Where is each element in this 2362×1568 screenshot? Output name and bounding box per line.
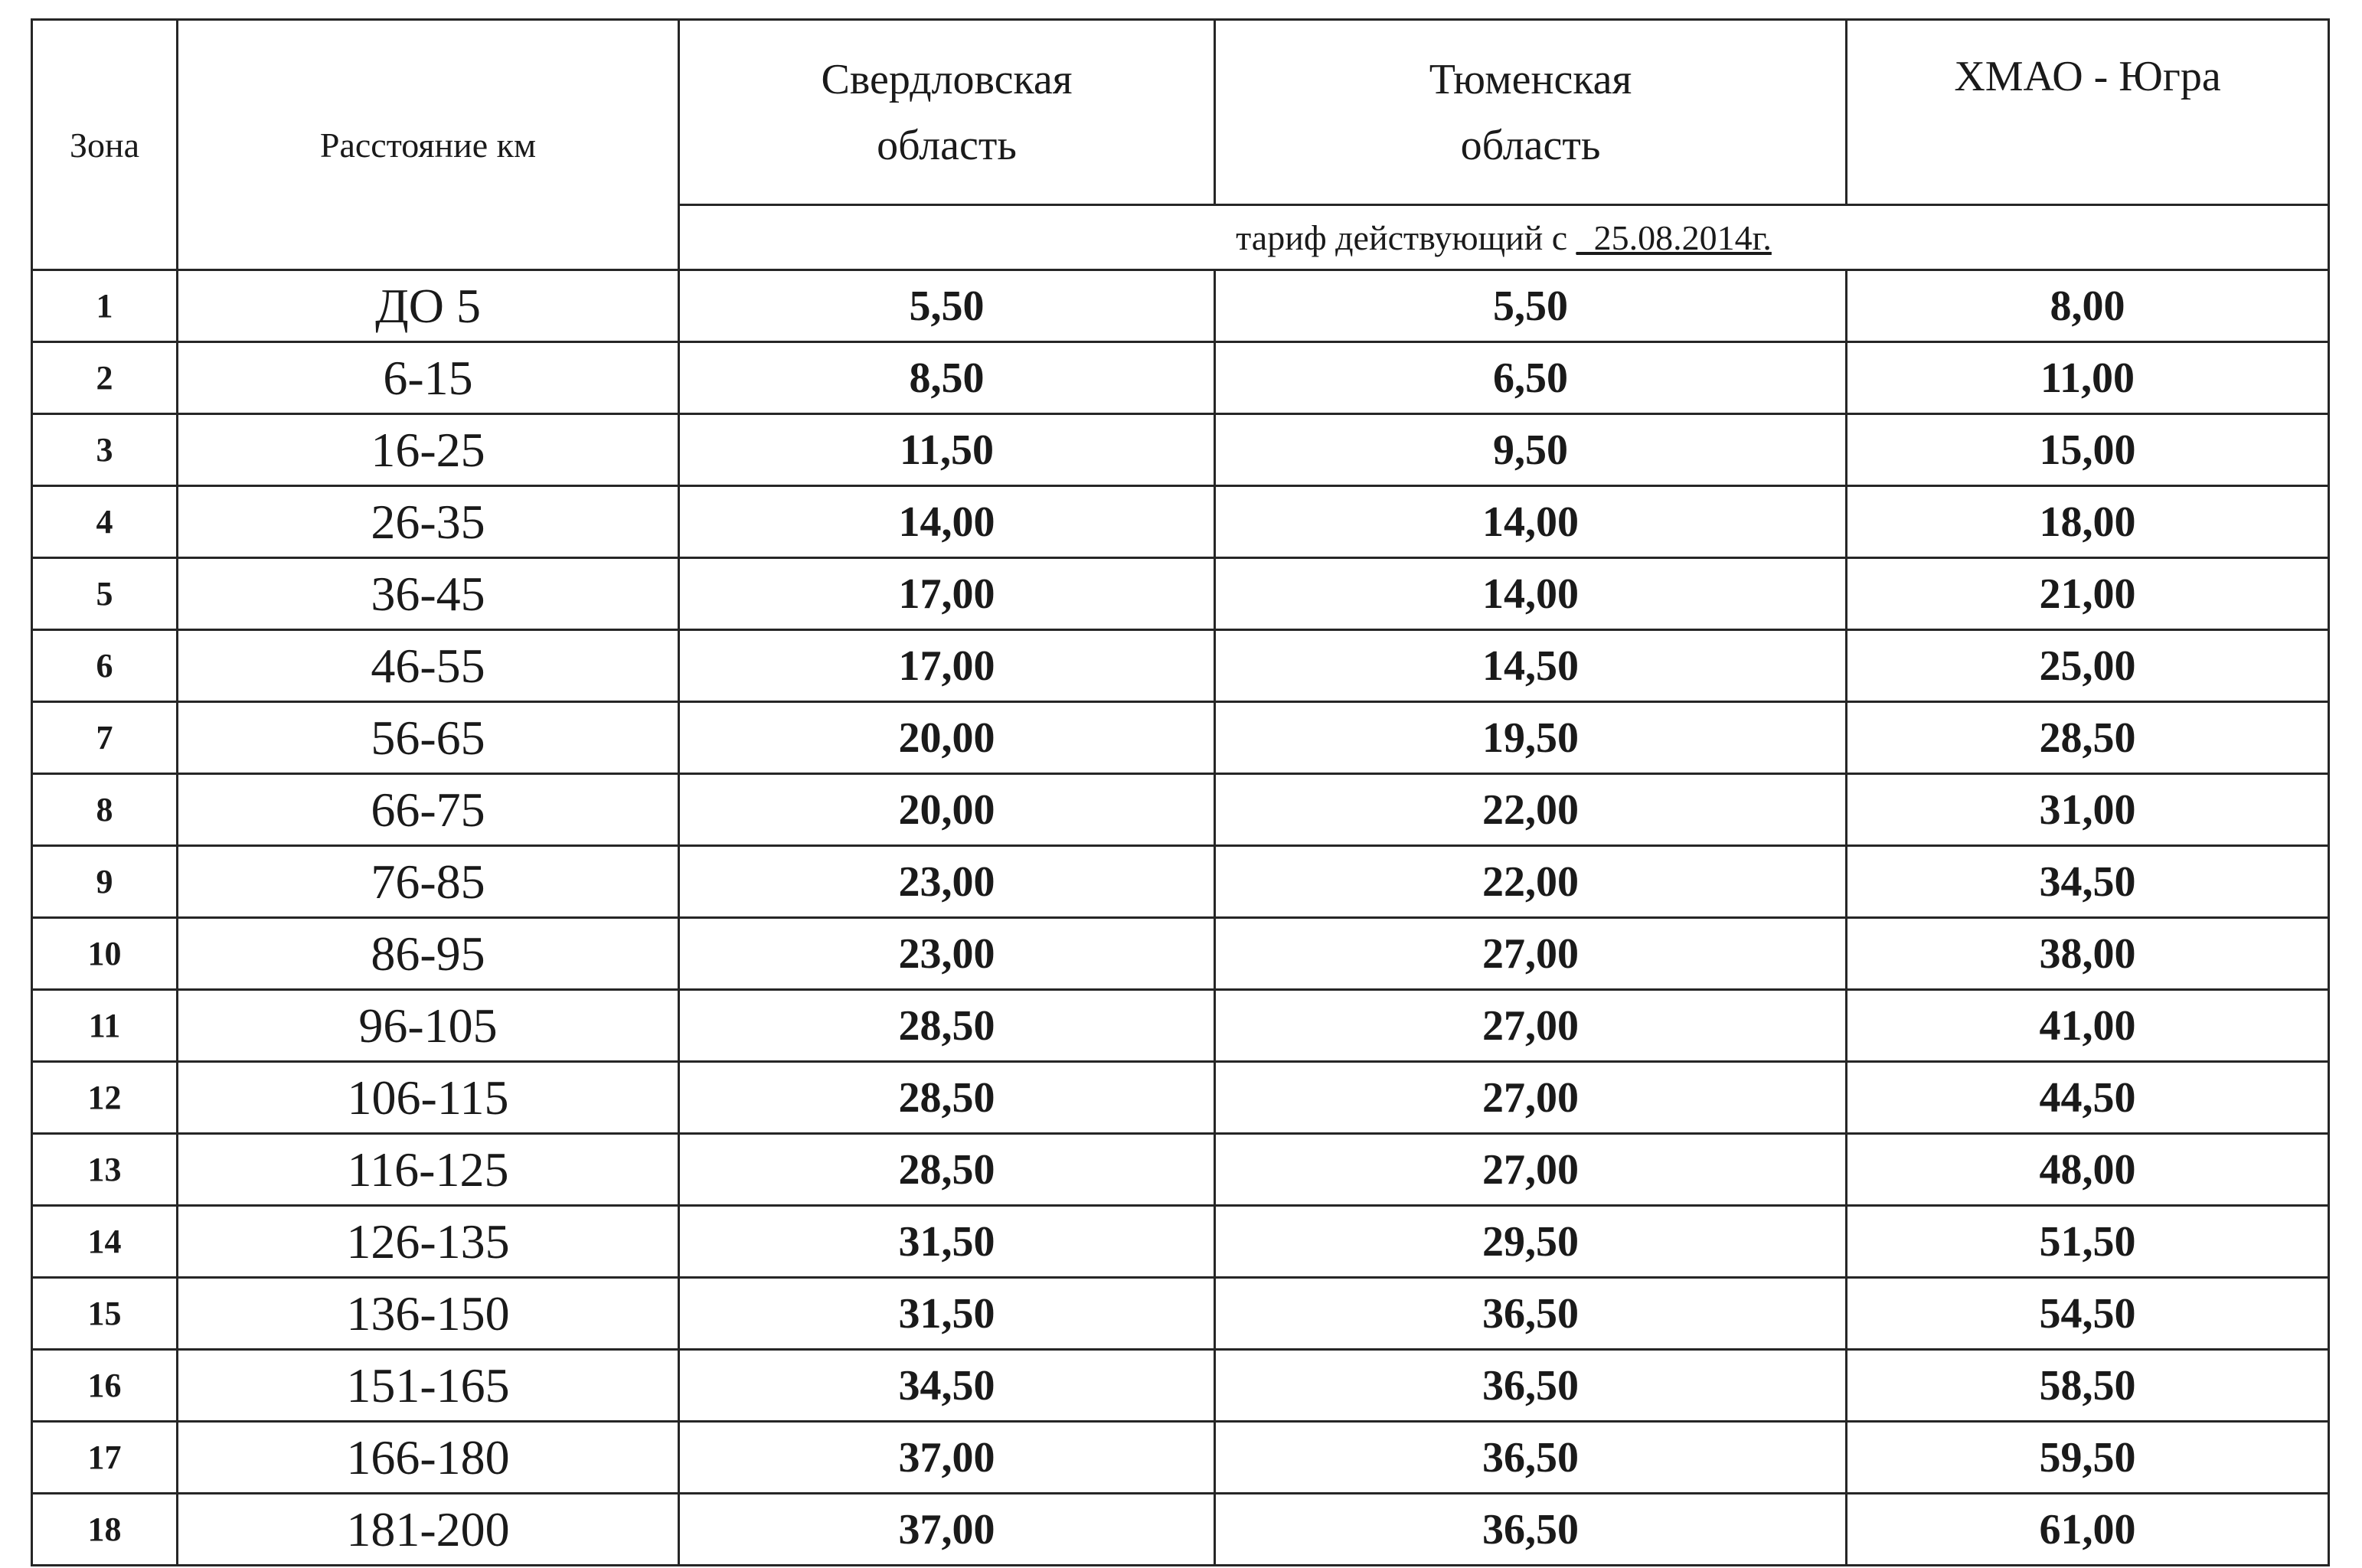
tariff-cell-sverdlovsk: 31,50 bbox=[679, 1206, 1215, 1278]
table-header bbox=[32, 20, 2329, 270]
zone-cell: 1 bbox=[32, 270, 178, 342]
tariff-cell-khmao: 11,00 bbox=[1847, 342, 2329, 414]
tariff-cell-tyumen: 29,50 bbox=[1215, 1206, 1847, 1278]
tariff-cell-tyumen: 22,00 bbox=[1215, 846, 1847, 918]
tariff-cell-khmao: 54,50 bbox=[1847, 1278, 2329, 1350]
region-header-khmao bbox=[1847, 20, 2329, 205]
tariff-cell-sverdlovsk: 28,50 bbox=[679, 1062, 1215, 1134]
zone-cell: 10 bbox=[32, 918, 178, 990]
zone-cell: 18 bbox=[32, 1494, 178, 1566]
distance-cell: 16-25 bbox=[178, 414, 679, 486]
tariff-cell-sverdlovsk: 34,50 bbox=[679, 1350, 1215, 1422]
distance-cell: 6-15 bbox=[178, 342, 679, 414]
tariff-cell-sverdlovsk: 11,50 bbox=[679, 414, 1215, 486]
region-header-line: Свердловская bbox=[821, 55, 1073, 103]
distance-cell: 56-65 bbox=[178, 702, 679, 774]
distance-cell: 46-55 bbox=[178, 630, 679, 702]
table-row bbox=[32, 414, 2329, 486]
distance-cell: 26-35 bbox=[178, 486, 679, 558]
tariff-cell-tyumen: 14,50 bbox=[1215, 630, 1847, 702]
tariff-cell-sverdlovsk: 23,00 bbox=[679, 918, 1215, 990]
tariff-cell-tyumen: 27,00 bbox=[1215, 1134, 1847, 1206]
zone-cell: 14 bbox=[32, 1206, 178, 1278]
tariff-cell-sverdlovsk: 20,00 bbox=[679, 702, 1215, 774]
tariff-cell-tyumen: 36,50 bbox=[1215, 1422, 1847, 1494]
distance-cell: 86-95 bbox=[178, 918, 679, 990]
tariff-cell-khmao: 41,00 bbox=[1847, 990, 2329, 1062]
tariff-cell-tyumen: 36,50 bbox=[1215, 1494, 1847, 1566]
table-row bbox=[32, 846, 2329, 918]
tariff-cell-khmao: 34,50 bbox=[1847, 846, 2329, 918]
table-row bbox=[32, 342, 2329, 414]
tariff-cell-tyumen: 27,00 bbox=[1215, 918, 1847, 990]
table-row bbox=[32, 1278, 2329, 1350]
table-row bbox=[32, 1062, 2329, 1134]
tariff-cell-tyumen: 36,50 bbox=[1215, 1278, 1847, 1350]
tariff-cell-sverdlovsk: 31,50 bbox=[679, 1278, 1215, 1350]
tariff-cell-khmao: 59,50 bbox=[1847, 1422, 2329, 1494]
tariff-cell-sverdlovsk: 14,00 bbox=[679, 486, 1215, 558]
tariff-cell-khmao: 8,00 bbox=[1847, 270, 2329, 342]
table-row bbox=[32, 1494, 2329, 1566]
tariff-cell-khmao: 18,00 bbox=[1847, 486, 2329, 558]
tariff-cell-sverdlovsk: 37,00 bbox=[679, 1422, 1215, 1494]
distance-cell: 106-115 bbox=[178, 1062, 679, 1134]
distance-cell: 96-105 bbox=[178, 990, 679, 1062]
tariff-cell-sverdlovsk: 28,50 bbox=[679, 990, 1215, 1062]
zone-column-header: Зона bbox=[32, 20, 178, 270]
tariff-cell-sverdlovsk: 8,50 bbox=[679, 342, 1215, 414]
distance-column-header: Расстояние км bbox=[178, 20, 679, 270]
zone-cell: 11 bbox=[32, 990, 178, 1062]
distance-cell: 36-45 bbox=[178, 558, 679, 630]
tariff-cell-khmao: 58,50 bbox=[1847, 1350, 2329, 1422]
distance-cell: 151-165 bbox=[178, 1350, 679, 1422]
table-row bbox=[32, 270, 2329, 342]
table-row bbox=[32, 1350, 2329, 1422]
tariff-cell-tyumen: 14,00 bbox=[1215, 486, 1847, 558]
tariff-cell-sverdlovsk: 5,50 bbox=[679, 270, 1215, 342]
table-row bbox=[32, 1134, 2329, 1206]
table-row bbox=[32, 918, 2329, 990]
tariff-cell-khmao: 25,00 bbox=[1847, 630, 2329, 702]
table-row bbox=[32, 558, 2329, 630]
table-row bbox=[32, 486, 2329, 558]
zone-cell: 9 bbox=[32, 846, 178, 918]
tariff-cell-tyumen: 6,50 bbox=[1215, 342, 1847, 414]
tariff-cell-sverdlovsk: 23,00 bbox=[679, 846, 1215, 918]
distance-cell: 116-125 bbox=[178, 1134, 679, 1206]
table-row bbox=[32, 630, 2329, 702]
tariff-cell-khmao: 28,50 bbox=[1847, 702, 2329, 774]
tariff-cell-tyumen: 27,00 bbox=[1215, 1062, 1847, 1134]
tariff-cell-khmao: 61,00 bbox=[1847, 1494, 2329, 1566]
table-row bbox=[32, 1422, 2329, 1494]
distance-cell: 166-180 bbox=[178, 1422, 679, 1494]
distance-cell: ДО 5 bbox=[178, 270, 679, 342]
tariff-effective-note bbox=[679, 205, 2329, 270]
tariff-cell-khmao: 21,00 bbox=[1847, 558, 2329, 630]
zone-cell: 2 bbox=[32, 342, 178, 414]
tariff-cell-khmao: 15,00 bbox=[1847, 414, 2329, 486]
zone-cell: 16 bbox=[32, 1350, 178, 1422]
tariff-cell-khmao: 31,00 bbox=[1847, 774, 2329, 846]
zone-cell: 12 bbox=[32, 1062, 178, 1134]
tariff-cell-sverdlovsk: 20,00 bbox=[679, 774, 1215, 846]
zone-cell: 7 bbox=[32, 702, 178, 774]
tariff-cell-tyumen: 5,50 bbox=[1215, 270, 1847, 342]
tariff-date: _25.08.2014г. bbox=[1576, 217, 1772, 257]
tariff-cell-sverdlovsk: 28,50 bbox=[679, 1134, 1215, 1206]
tariff-cell-khmao: 51,50 bbox=[1847, 1206, 2329, 1278]
table-row bbox=[32, 774, 2329, 846]
table-row bbox=[32, 1206, 2329, 1278]
region-header-sverdlovsk bbox=[679, 20, 1215, 205]
zone-cell: 15 bbox=[32, 1278, 178, 1350]
distance-cell: 76-85 bbox=[178, 846, 679, 918]
tariff-table bbox=[31, 18, 2330, 1566]
tariff-cell-tyumen: 36,50 bbox=[1215, 1350, 1847, 1422]
zone-cell: 5 bbox=[32, 558, 178, 630]
zone-cell: 8 bbox=[32, 774, 178, 846]
tariff-cell-sverdlovsk: 17,00 bbox=[679, 630, 1215, 702]
table-row bbox=[32, 702, 2329, 774]
tariff-cell-tyumen: 19,50 bbox=[1215, 702, 1847, 774]
region-header-line: область bbox=[877, 121, 1017, 169]
region-header-line: Тюменская bbox=[1429, 55, 1632, 103]
tariff-cell-tyumen: 9,50 bbox=[1215, 414, 1847, 486]
tariff-cell-khmao: 38,00 bbox=[1847, 918, 2329, 990]
tariff-cell-tyumen: 22,00 bbox=[1215, 774, 1847, 846]
tariff-cell-tyumen: 27,00 bbox=[1215, 990, 1847, 1062]
region-header-tyumen bbox=[1215, 20, 1847, 205]
tariff-note-prefix: тариф действующий с bbox=[1236, 217, 1568, 257]
distance-cell: 66-75 bbox=[178, 774, 679, 846]
tariff-cell-sverdlovsk: 37,00 bbox=[679, 1494, 1215, 1566]
zone-cell: 4 bbox=[32, 486, 178, 558]
zone-cell: 3 bbox=[32, 414, 178, 486]
distance-cell: 181-200 bbox=[178, 1494, 679, 1566]
distance-cell: 126-135 bbox=[178, 1206, 679, 1278]
table-body bbox=[32, 270, 2329, 1566]
zone-cell: 17 bbox=[32, 1422, 178, 1494]
table-row bbox=[32, 990, 2329, 1062]
tariff-cell-khmao: 48,00 bbox=[1847, 1134, 2329, 1206]
tariff-cell-tyumen: 14,00 bbox=[1215, 558, 1847, 630]
zone-cell: 13 bbox=[32, 1134, 178, 1206]
tariff-cell-khmao: 44,50 bbox=[1847, 1062, 2329, 1134]
distance-cell: 136-150 bbox=[178, 1278, 679, 1350]
region-header-line: ХМАО - Югра bbox=[1954, 53, 2221, 100]
zone-cell: 6 bbox=[32, 630, 178, 702]
tariff-cell-sverdlovsk: 17,00 bbox=[679, 558, 1215, 630]
region-header-line: область bbox=[1460, 121, 1601, 169]
